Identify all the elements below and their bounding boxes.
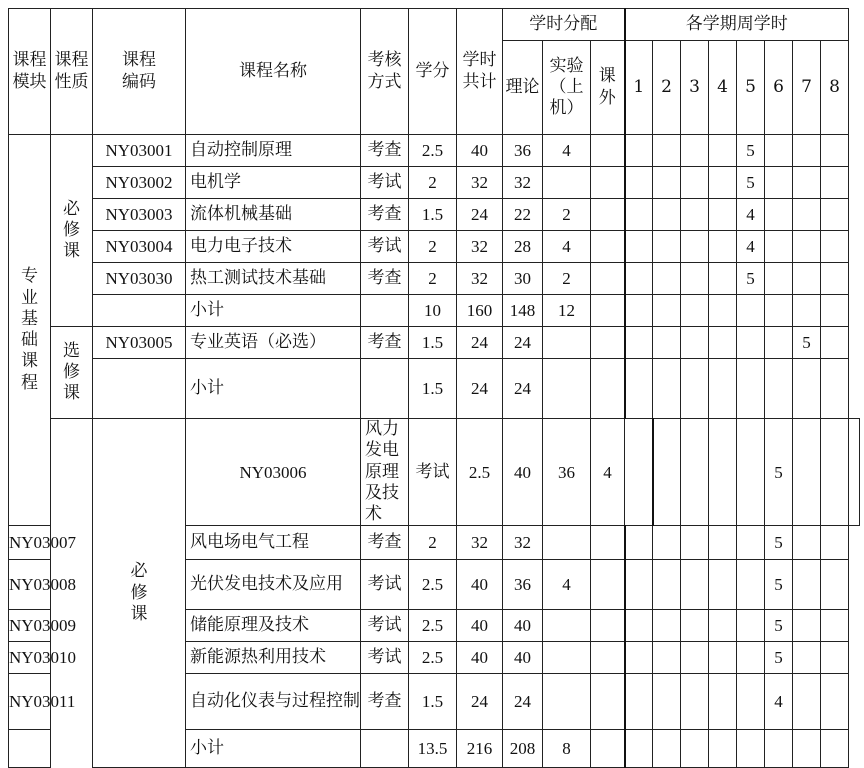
subtotal-semester-8 xyxy=(821,295,849,327)
course-credit: 1.5 xyxy=(409,327,457,359)
course-semester-1 xyxy=(625,199,653,231)
course-semester-1 xyxy=(625,560,653,610)
header-module: 课程 模块 xyxy=(9,9,51,135)
subtotal-credit: 13.5 xyxy=(409,730,457,768)
header-semester-3: 3 xyxy=(681,41,709,135)
subtotal-semester-3 xyxy=(681,359,709,419)
course-semester-1 xyxy=(625,642,653,674)
course-code: NY03007 xyxy=(9,526,51,560)
subtotal-assess xyxy=(361,295,409,327)
course-name: 自动控制原理 xyxy=(186,135,361,167)
course-semester-2 xyxy=(653,610,681,642)
header-semester-5: 5 xyxy=(737,41,765,135)
subtotal-label: 小计 xyxy=(186,295,361,327)
course-semester-4 xyxy=(709,674,737,730)
course-semester-7 xyxy=(793,642,821,674)
course-theory: 24 xyxy=(503,674,543,730)
course-lab: 4 xyxy=(543,560,591,610)
course-semester-3 xyxy=(681,642,709,674)
subtotal-extra xyxy=(591,295,625,327)
header-hours: 学时 共计 xyxy=(457,9,503,135)
course-theory: 36 xyxy=(543,419,591,526)
course-semester-7 xyxy=(821,419,849,526)
table-row xyxy=(9,167,860,199)
header-credit: 学分 xyxy=(409,9,457,135)
course-name: 自动化仪表与过程控制 xyxy=(186,674,361,730)
course-semester-1 xyxy=(625,327,653,359)
course-semester-4 xyxy=(709,231,737,263)
course-semester-3 xyxy=(681,526,709,560)
nature-required: 必 修 课 xyxy=(51,135,93,327)
course-extra xyxy=(591,560,625,610)
course-semester-1 xyxy=(625,231,653,263)
course-semester-5 xyxy=(737,327,765,359)
course-semester-8 xyxy=(821,674,849,730)
course-name: 电机学 xyxy=(186,167,361,199)
curriculum-table xyxy=(8,8,860,768)
course-assess: 考试 xyxy=(361,560,409,610)
course-semester-3 xyxy=(709,419,737,526)
course-semester-6 xyxy=(765,199,793,231)
course-semester-5: 5 xyxy=(765,419,793,526)
course-assess: 考试 xyxy=(361,642,409,674)
course-semester-2 xyxy=(653,263,681,295)
course-name: 流体机械基础 xyxy=(186,199,361,231)
course-semester-3 xyxy=(681,610,709,642)
header-name: 课程名称 xyxy=(186,9,361,135)
course-semester-8 xyxy=(821,199,849,231)
subtotal-semester-8 xyxy=(821,730,849,768)
course-semester-3 xyxy=(681,231,709,263)
course-semester-8 xyxy=(821,263,849,295)
subtotal-semester-2 xyxy=(653,359,681,419)
course-semester-3 xyxy=(681,327,709,359)
course-credit: 2 xyxy=(409,526,457,560)
course-semester-1 xyxy=(625,674,653,730)
course-lab: 4 xyxy=(543,135,591,167)
course-code: NY03010 xyxy=(9,642,51,674)
header-nature: 课程 性质 xyxy=(51,9,93,135)
subtotal-assess xyxy=(361,359,409,419)
course-code: NY03002 xyxy=(93,167,186,199)
course-code: NY03030 xyxy=(93,263,186,295)
subtotal-semester-2 xyxy=(653,295,681,327)
subtotal-label: 小计 xyxy=(186,359,361,419)
course-code: NY03008 xyxy=(9,560,51,610)
course-semester-8 xyxy=(821,167,849,199)
course-extra xyxy=(591,674,625,730)
course-semester-4 xyxy=(709,526,737,560)
course-lab xyxy=(543,674,591,730)
course-semester-5: 4 xyxy=(737,231,765,263)
course-credit: 2.5 xyxy=(409,610,457,642)
header-semester-7: 7 xyxy=(793,41,821,135)
course-code: NY03006 xyxy=(186,419,361,526)
course-hours: 40 xyxy=(457,610,503,642)
course-code: NY03005 xyxy=(93,327,186,359)
subtotal-theory: 24 xyxy=(503,359,543,419)
course-name: 新能源热利用技术 xyxy=(186,642,361,674)
course-semester-6: 5 xyxy=(765,560,793,610)
course-semester-6: 5 xyxy=(765,642,793,674)
course-hours: 40 xyxy=(457,135,503,167)
subtotal-label: 小计 xyxy=(186,730,361,768)
subtotal-lab: 12 xyxy=(543,295,591,327)
course-hours: 32 xyxy=(457,167,503,199)
course-credit: 2.5 xyxy=(457,419,503,526)
course-credit: 2 xyxy=(409,231,457,263)
header-extra: 课外 xyxy=(591,41,625,135)
subtotal-lab xyxy=(543,359,591,419)
subtotal-extra xyxy=(591,730,625,768)
table-row xyxy=(9,327,860,359)
header-semester-4: 4 xyxy=(709,41,737,135)
course-semester-8 xyxy=(821,231,849,263)
course-extra xyxy=(591,327,625,359)
course-assess: 考查 xyxy=(361,263,409,295)
course-semester-8 xyxy=(821,610,849,642)
course-assess: 考试 xyxy=(361,610,409,642)
subtotal-semester-4 xyxy=(709,359,737,419)
course-semester-2 xyxy=(653,560,681,610)
course-semester-1 xyxy=(625,135,653,167)
course-semester-7 xyxy=(793,526,821,560)
course-extra xyxy=(591,231,625,263)
course-semester-6: 4 xyxy=(765,674,793,730)
subtotal-semester-3 xyxy=(681,295,709,327)
course-semester-4 xyxy=(709,167,737,199)
course-assess: 考查 xyxy=(361,135,409,167)
course-assess: 考试 xyxy=(361,231,409,263)
course-credit: 1.5 xyxy=(409,674,457,730)
course-extra xyxy=(625,419,653,526)
course-theory: 22 xyxy=(503,199,543,231)
course-extra xyxy=(591,526,625,560)
header-code: 课程 编码 xyxy=(93,9,186,135)
course-semester-2 xyxy=(681,419,709,526)
course-semester-7 xyxy=(793,231,821,263)
header-semester-1: 1 xyxy=(625,41,653,135)
course-credit: 2 xyxy=(409,263,457,295)
course-semester-2 xyxy=(653,674,681,730)
course-credit: 1.5 xyxy=(409,199,457,231)
course-semester-1 xyxy=(653,419,681,526)
course-semester-6 xyxy=(765,135,793,167)
course-semester-5: 5 xyxy=(737,263,765,295)
course-semester-4 xyxy=(709,263,737,295)
course-semester-8 xyxy=(821,560,849,610)
course-semester-2 xyxy=(653,231,681,263)
subtotal-semester-4 xyxy=(709,730,737,768)
course-assess: 考试 xyxy=(361,167,409,199)
course-code: NY03004 xyxy=(93,231,186,263)
course-semester-7: 5 xyxy=(793,327,821,359)
course-semester-3 xyxy=(681,674,709,730)
course-code: NY03003 xyxy=(93,199,186,231)
course-semester-5: 5 xyxy=(737,167,765,199)
subtotal-semester-7 xyxy=(793,730,821,768)
course-semester-3 xyxy=(681,199,709,231)
course-assess: 考试 xyxy=(409,419,457,526)
subtotal-semester-5 xyxy=(737,295,765,327)
subtotal-hours: 24 xyxy=(457,359,503,419)
course-theory: 28 xyxy=(503,231,543,263)
course-semester-5 xyxy=(737,642,765,674)
subtotal-semester-5 xyxy=(737,359,765,419)
course-semester-2 xyxy=(653,526,681,560)
subtotal-hours: 160 xyxy=(457,295,503,327)
course-name: 光伏发电技术及应用 xyxy=(186,560,361,610)
course-theory: 24 xyxy=(503,327,543,359)
subtotal-semester-7 xyxy=(793,359,821,419)
course-semester-7 xyxy=(793,199,821,231)
header-lab: 实验 （上 机） xyxy=(543,41,591,135)
header-assess: 考核 方式 xyxy=(361,9,409,135)
course-name: 储能原理及技术 xyxy=(186,610,361,642)
course-semester-4 xyxy=(709,642,737,674)
course-name: 专业英语（必选） xyxy=(186,327,361,359)
course-extra xyxy=(591,167,625,199)
course-lab: 4 xyxy=(591,419,625,526)
header-semester-8: 8 xyxy=(821,41,849,135)
course-semester-8 xyxy=(821,642,849,674)
course-hours: 32 xyxy=(457,263,503,295)
course-semester-8 xyxy=(821,526,849,560)
course-semester-3 xyxy=(681,167,709,199)
course-semester-1 xyxy=(625,167,653,199)
course-semester-7 xyxy=(793,167,821,199)
subtotal-row xyxy=(9,359,860,419)
subtotal-assess xyxy=(361,730,409,768)
course-semester-3 xyxy=(681,135,709,167)
course-semester-2 xyxy=(653,642,681,674)
course-name: 风电场电气工程 xyxy=(186,526,361,560)
course-semester-8 xyxy=(849,419,860,526)
subtotal-theory: 208 xyxy=(503,730,543,768)
course-semester-3 xyxy=(681,560,709,610)
course-credit: 2.5 xyxy=(409,135,457,167)
course-semester-6 xyxy=(765,167,793,199)
course-assess: 考查 xyxy=(361,327,409,359)
subtotal-code-cell xyxy=(93,295,186,327)
course-code: NY03001 xyxy=(93,135,186,167)
course-semester-6 xyxy=(765,327,793,359)
course-semester-6 xyxy=(765,263,793,295)
subtotal-semester-5 xyxy=(737,730,765,768)
course-lab: 2 xyxy=(543,199,591,231)
header-semester-6: 6 xyxy=(765,41,793,135)
course-credit: 2 xyxy=(409,167,457,199)
subtotal-code-cell xyxy=(9,730,51,768)
course-theory: 32 xyxy=(503,526,543,560)
subtotal-extra xyxy=(591,359,625,419)
subtotal-code-cell xyxy=(93,359,186,419)
course-assess: 考查 xyxy=(361,526,409,560)
subtotal-theory: 148 xyxy=(503,295,543,327)
subtotal-semester-7 xyxy=(793,295,821,327)
course-lab xyxy=(543,642,591,674)
course-name: 电力电子技术 xyxy=(186,231,361,263)
header-dist-group: 学时分配 xyxy=(503,9,625,41)
course-semester-5: 5 xyxy=(737,135,765,167)
subtotal-semester-2 xyxy=(653,730,681,768)
course-semester-2 xyxy=(653,167,681,199)
course-extra xyxy=(591,199,625,231)
course-semester-5 xyxy=(737,610,765,642)
course-hours: 40 xyxy=(457,560,503,610)
course-hours: 32 xyxy=(457,231,503,263)
course-semester-1 xyxy=(625,263,653,295)
course-semester-5 xyxy=(737,526,765,560)
nature-elective: 选 修 课 xyxy=(51,327,93,419)
table-row xyxy=(9,419,860,526)
course-extra xyxy=(591,610,625,642)
course-code: NY03011 xyxy=(9,674,51,730)
course-semester-1 xyxy=(625,526,653,560)
subtotal-semester-6 xyxy=(765,359,793,419)
subtotal-lab: 8 xyxy=(543,730,591,768)
course-theory: 30 xyxy=(503,263,543,295)
course-semester-7 xyxy=(793,135,821,167)
course-semester-2 xyxy=(653,135,681,167)
course-code: NY03009 xyxy=(9,610,51,642)
course-semester-6 xyxy=(765,231,793,263)
course-semester-4 xyxy=(709,610,737,642)
course-semester-4 xyxy=(709,135,737,167)
course-lab: 2 xyxy=(543,263,591,295)
table-row xyxy=(9,263,860,295)
header-semester-group: 各学期周学时 xyxy=(625,9,849,41)
course-semester-7 xyxy=(793,263,821,295)
course-semester-2 xyxy=(653,327,681,359)
course-name: 热工测试技术基础 xyxy=(186,263,361,295)
subtotal-semester-6 xyxy=(765,730,793,768)
course-hours: 24 xyxy=(457,674,503,730)
subtotal-semester-8 xyxy=(821,359,849,419)
subtotal-semester-1 xyxy=(625,295,653,327)
course-semester-7 xyxy=(793,610,821,642)
course-semester-2 xyxy=(653,199,681,231)
course-extra xyxy=(591,263,625,295)
course-assess: 考查 xyxy=(361,674,409,730)
subtotal-semester-6 xyxy=(765,295,793,327)
course-semester-7 xyxy=(793,674,821,730)
subtotal-hours: 216 xyxy=(457,730,503,768)
subtotal-semester-1 xyxy=(625,359,653,419)
course-semester-7 xyxy=(793,560,821,610)
course-hours: 24 xyxy=(457,327,503,359)
header-theory: 理论 xyxy=(503,41,543,135)
course-theory: 36 xyxy=(503,560,543,610)
course-lab xyxy=(543,327,591,359)
course-theory: 40 xyxy=(503,642,543,674)
course-semester-5: 4 xyxy=(737,199,765,231)
course-semester-6 xyxy=(793,419,821,526)
course-lab xyxy=(543,610,591,642)
module-cell: 专 业 基 础 课 程 xyxy=(9,135,51,526)
table-row xyxy=(9,199,860,231)
course-lab xyxy=(543,526,591,560)
course-credit: 2.5 xyxy=(409,560,457,610)
course-semester-6: 5 xyxy=(765,610,793,642)
course-semester-1 xyxy=(625,610,653,642)
course-semester-5 xyxy=(737,560,765,610)
course-extra xyxy=(591,135,625,167)
course-semester-4 xyxy=(709,327,737,359)
course-name: 风力发电原理及技术 xyxy=(361,419,409,526)
course-semester-6: 5 xyxy=(765,526,793,560)
course-semester-8 xyxy=(821,327,849,359)
table-row xyxy=(9,231,860,263)
course-theory: 36 xyxy=(503,135,543,167)
table-row xyxy=(9,135,860,167)
course-hours: 32 xyxy=(457,526,503,560)
course-hours: 40 xyxy=(503,419,543,526)
subtotal-semester-3 xyxy=(681,730,709,768)
nature-required-2: 必 修 课 xyxy=(93,419,186,768)
course-lab xyxy=(543,167,591,199)
course-hours: 24 xyxy=(457,199,503,231)
course-semester-4 xyxy=(737,419,765,526)
subtotal-credit: 10 xyxy=(409,295,457,327)
course-lab: 4 xyxy=(543,231,591,263)
course-extra xyxy=(591,642,625,674)
course-semester-3 xyxy=(681,263,709,295)
subtotal-semester-1 xyxy=(625,730,653,768)
course-semester-8 xyxy=(821,135,849,167)
course-semester-4 xyxy=(709,199,737,231)
table-body xyxy=(9,135,860,768)
course-credit: 2.5 xyxy=(409,642,457,674)
course-assess: 考查 xyxy=(361,199,409,231)
course-theory: 32 xyxy=(503,167,543,199)
subtotal-semester-4 xyxy=(709,295,737,327)
header-semester-2: 2 xyxy=(653,41,681,135)
subtotal-row xyxy=(9,295,860,327)
course-semester-5 xyxy=(737,674,765,730)
subtotal-credit: 1.5 xyxy=(409,359,457,419)
course-theory: 40 xyxy=(503,610,543,642)
course-semester-4 xyxy=(709,560,737,610)
course-hours: 40 xyxy=(457,642,503,674)
